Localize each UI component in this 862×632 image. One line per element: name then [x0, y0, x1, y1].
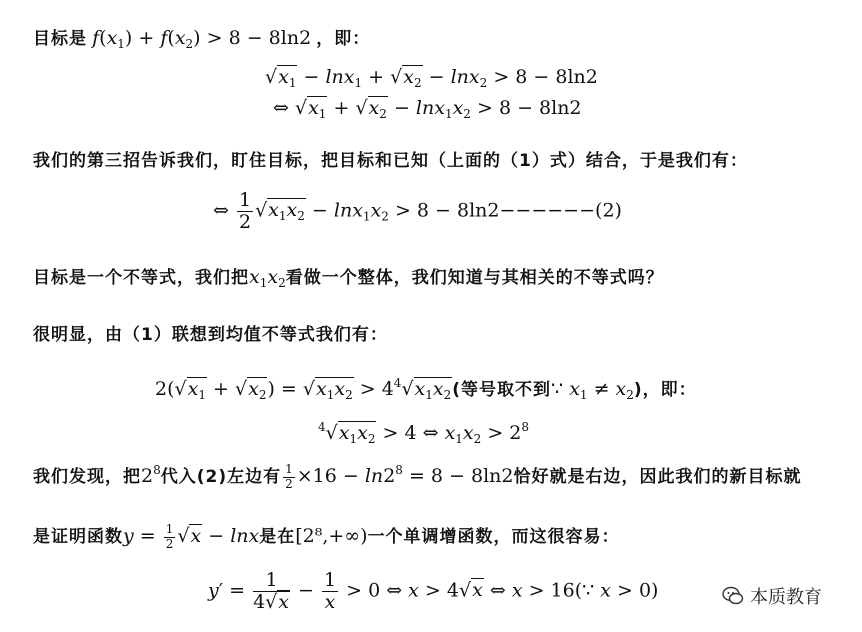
- text-substitution: 我们发现，把$2^8$代入(2)左边有 $\frac{1}{2}$ $\times 16 - \ln 2^8 = 8 - 8\ln 2$恰好就是右边，因此我们的新目标就: [33, 462, 802, 491]
- goal-expression: $f(x_1) + f(x_2) > 8 - 8\ln 2$: [92, 27, 312, 51]
- text-inequality-question: 目标是一个不等式，我们把$x_1x_2$看做一个整体，我们知道与其相关的不等式吗？: [33, 266, 664, 290]
- text-new-goal: 是证明函数y = $\frac{1}{2}$ √x − lnx是在[2⁸,+∞)一个单调增函数，而这很容易：: [33, 522, 620, 551]
- text-am-gm: 很明显，由（1）联想到均值不等式我们有：: [33, 325, 388, 345]
- equation-line-1: $√x_1 - \ln x_1 + √x_2 - \ln x_2 > 8 - 8\ln 2$: [265, 66, 598, 90]
- wechat-icon: [722, 585, 744, 607]
- watermark-text: 本质教育: [750, 587, 822, 608]
- equation-derivative: y′ = $\frac{1}{4√x}$ − $\frac{1}{x}$ > 0 ⇔ x > 4√x ⇔ x > 16(∵ x > 0): [208, 569, 659, 613]
- watermark: [722, 583, 822, 609]
- text-third-move: 我们的第三招告诉我们，盯住目标，把目标和已知（上面的（1）式）结合，于是我们有：: [33, 151, 748, 171]
- line-goal: 目标是 $f(x_1) + f(x_2) > 8 - 8\ln 2$ ，即：: [33, 27, 371, 51]
- equation-am-gm: $2(√x_1 + √x_2) = √x_1x_2 > 4^4√x_1x_2$(等号取不到∵ $x_1 \ne x_2$)，即：: [155, 376, 697, 402]
- equation-product-bound: $^4√x_1x_2 > 4$ ⇔ $x_1x_2 > 2^8$: [318, 420, 530, 446]
- equation-2: ⇔ $\frac{1}{2}$ $√x_1x_2 - \ln x_1x_2 > 8 - 8\ln 2------(2)$: [213, 189, 622, 233]
- equation-line-2: ⇔ $√x_1 + √x_2 - \ln x_1x_2 > 8 - 8\ln 2$: [273, 97, 582, 121]
